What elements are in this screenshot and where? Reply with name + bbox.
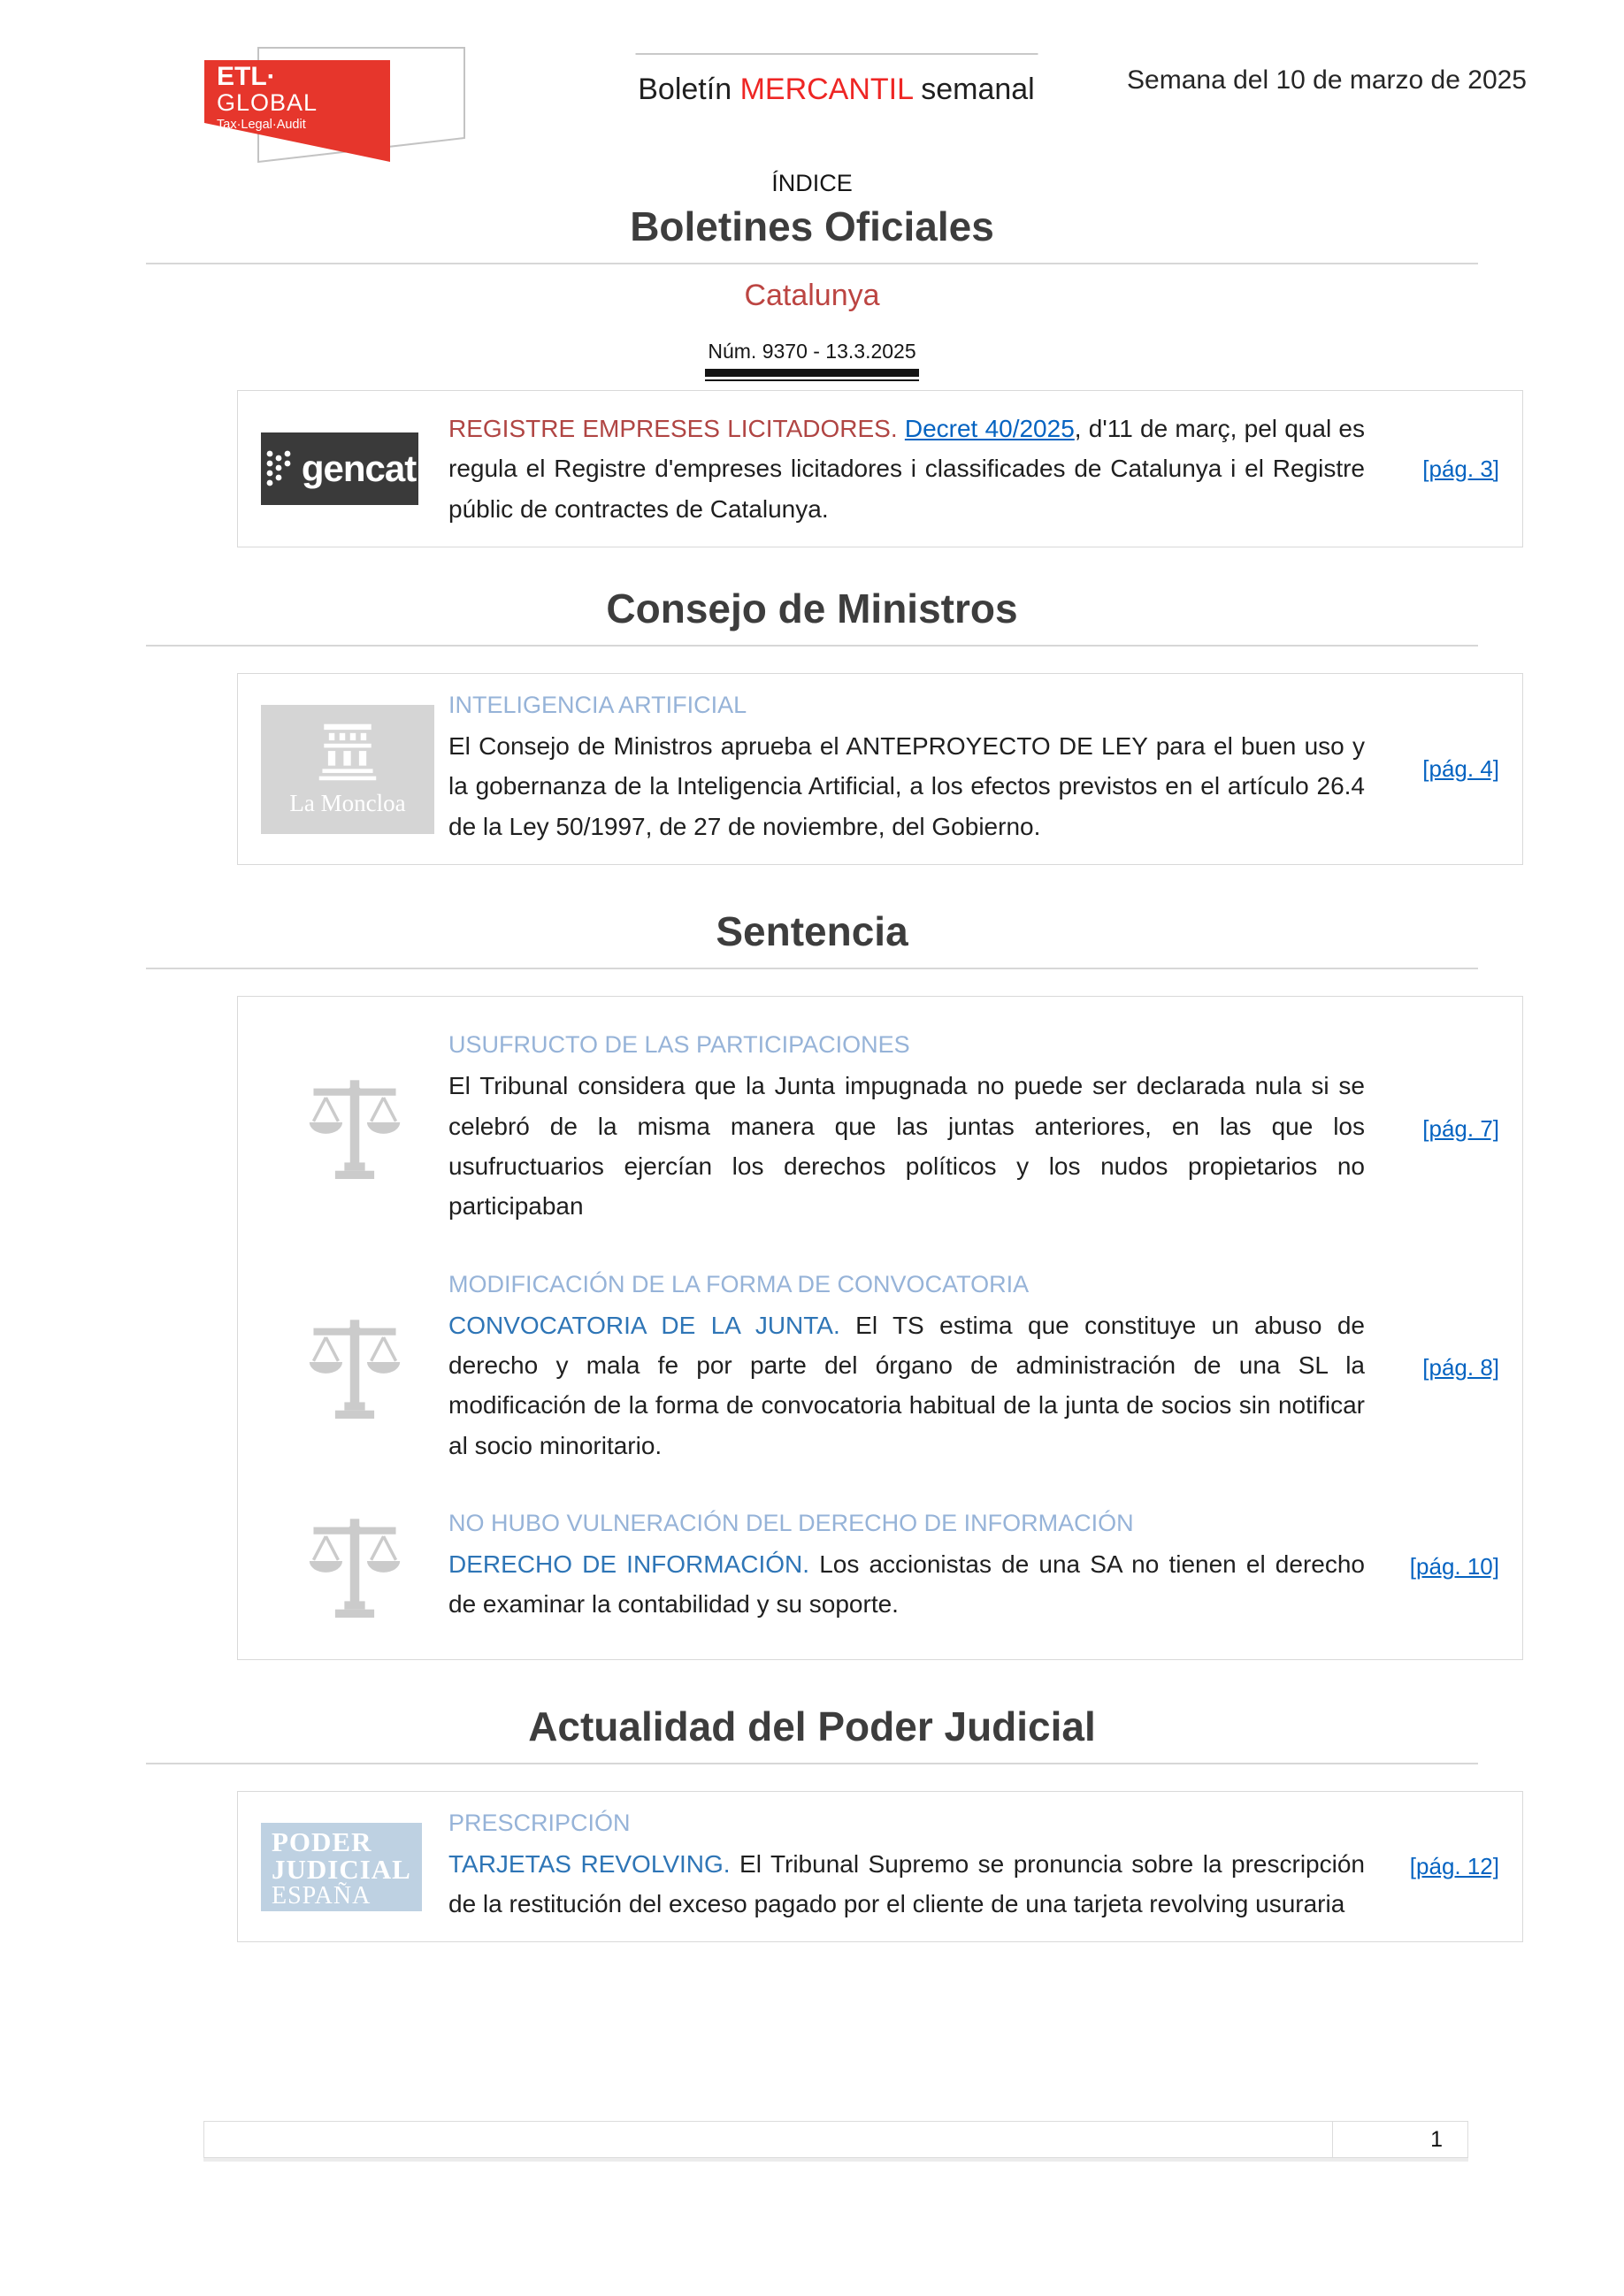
section-title-boletines: Boletines Oficiales xyxy=(630,203,994,249)
page-link-8[interactable]: [pág. 8] xyxy=(1422,1354,1499,1381)
poder-item-lead: TARJETAS REVOLVING. xyxy=(448,1849,731,1878)
region-label: Catalunya xyxy=(744,279,880,312)
page-link-12[interactable]: [pág. 12] xyxy=(1409,1853,1499,1880)
poder-item-kicker: PRESCRIPCIÓN xyxy=(448,1809,631,1836)
sentencia-item-3-body: Los accionistas de una SA no tienen el derecho de examinar la contabilidad y su soporte. xyxy=(448,1550,1365,1619)
poder-item-text xyxy=(448,1810,1365,1925)
sentencia-item-1-body: El Tribunal considera que la Junta impugnada no puede ser declarada nula si se celebró de la misma manera que las juntas anteriores, en las que los usufructuarios ejercían los derechos políticos y los nudos propietarios no participaban xyxy=(448,1072,1365,1221)
etl-logo-line2: GLOBAL xyxy=(217,89,318,116)
consejo-card xyxy=(237,673,1523,865)
poder-judicial-logo-line3: ESPAÑA xyxy=(272,1881,372,1910)
boletines-item-heading: REGISTRE EMPRESES LICITADORES. xyxy=(448,415,905,442)
page-number: 1 xyxy=(1332,2122,1467,2157)
poder-judicial-logo-column xyxy=(261,1823,448,1911)
sentencia-item-2 xyxy=(261,1249,1499,1488)
sentencia-item-3-kicker: NO HUBO VULNERACIÓN DEL DERECHO DE INFORMACIÓN xyxy=(448,1510,1134,1537)
sentencia-item-3 xyxy=(261,1488,1499,1647)
issue-number: Núm. 9370 - 13.3.2025 xyxy=(708,340,916,363)
index-content xyxy=(146,170,1499,1942)
page-link-4[interactable]: [pág. 4] xyxy=(1422,755,1499,783)
gencat-dots-icon xyxy=(264,443,295,494)
poder-item-body: El Tribunal Supremo se pronuncia sobre la prescripción de la restitución del exceso pagado por el cliente de una tarjeta revolving usuraria xyxy=(448,1849,1365,1918)
page-footer xyxy=(203,2121,1468,2158)
scales-of-justice-icon xyxy=(302,1072,408,1185)
consejo-item-kicker: INTELIGENCIA ARTIFICIAL xyxy=(448,692,747,719)
section-divider xyxy=(146,1763,1478,1764)
sentencia-item-2-kicker: MODIFICACIÓN DE LA FORMA DE CONVOCATORIA xyxy=(448,1270,1030,1297)
etl-logo-line3: Tax·Legal·Audit xyxy=(217,118,306,132)
bulletin-title xyxy=(635,53,1038,107)
section-title-consejo: Consejo de Ministros xyxy=(606,585,1018,632)
gencat-logo-label: gencat xyxy=(301,448,417,490)
section-divider xyxy=(146,263,1478,264)
poder-judicial-card xyxy=(237,1791,1523,1943)
sentencia-item-1-kicker: USUFRUCTO DE LAS PARTICIPACIONES xyxy=(448,1031,910,1059)
sentencia-item-1-text xyxy=(448,1031,1365,1226)
section-divider xyxy=(146,968,1478,969)
sentencia-item-3-lead: DERECHO DE INFORMACIÓN. xyxy=(448,1550,810,1579)
consejo-item-text xyxy=(448,692,1365,846)
bulletin-title-pre: Boletín xyxy=(638,73,740,106)
week-date: Semana del 10 de marzo de 2025 xyxy=(1127,65,1527,95)
sentencia-item-2-lead: CONVOCATORIA DE LA JUNTA. xyxy=(448,1311,840,1339)
page-link-7[interactable]: [pág. 7] xyxy=(1422,1114,1499,1142)
gencat-logo-column xyxy=(261,432,448,505)
bulletin-title-accent: MERCANTIL xyxy=(739,73,913,106)
gencat-logo xyxy=(261,432,418,505)
poder-judicial-logo-line1: PODER xyxy=(272,1825,372,1857)
page-link-10[interactable]: [pág. 10] xyxy=(1409,1553,1499,1580)
section-title-poder-judicial: Actualidad del Poder Judicial xyxy=(528,1703,1096,1749)
scales-of-justice-icon xyxy=(302,1312,408,1425)
boletines-item-body: , d'11 de març, pel qual es regula el Registre d'empreses licitadores i classificades de Catalunya i el Registre públic de contractes de Catalunya. xyxy=(448,415,1365,523)
sentencia-card xyxy=(237,996,1523,1660)
la-moncloa-logo xyxy=(261,705,434,834)
poder-judicial-logo xyxy=(261,1823,422,1911)
moncloa-logo-column xyxy=(261,705,448,834)
poder-judicial-logo-line2: JUDICIAL xyxy=(272,1854,411,1886)
boletines-item-text xyxy=(448,409,1365,529)
etl-logo-line1: ETL· xyxy=(217,62,276,91)
section-title-sentencia: Sentencia xyxy=(716,908,908,955)
section-divider xyxy=(146,645,1478,647)
moncloa-building-icon xyxy=(310,721,385,783)
sentencia-item-2-body: El TS estima que constituye un abuso de derecho y mala fe por parte del órgano de administración de una SL la modificación de la forma de convocatoria habitual de la junta de socios sin notificar al socio minoritario. xyxy=(448,1311,1365,1459)
sentencia-item-2-text xyxy=(448,1271,1365,1466)
footer-spacer xyxy=(204,2122,1332,2157)
bulletin-title-post: semanal xyxy=(912,73,1035,106)
page-header xyxy=(146,21,1527,180)
issue-underline-bar xyxy=(705,369,919,377)
page-link-3[interactable]: [pág. 3] xyxy=(1422,455,1499,482)
sentencia-item-1 xyxy=(261,1009,1499,1248)
issue-underline-thin xyxy=(705,379,919,381)
etl-global-logo-icon xyxy=(146,21,500,180)
decret-link[interactable]: Decret 40/2025 xyxy=(904,415,1075,442)
consejo-item-body: El Consejo de Ministros aprueba el ANTEPROYECTO DE LEY para el buen uso y la gobernanza de la Inteligencia Artificial, a los efectos previstos en el artículo 26.4 de la Ley 50/1997, de 27 de noviembre, del Gobierno. xyxy=(448,732,1365,840)
sentencia-item-3-text xyxy=(448,1510,1365,1625)
moncloa-logo-label: La Moncloa xyxy=(289,790,406,817)
index-label: ÍNDICE xyxy=(771,170,853,196)
scales-of-justice-icon xyxy=(302,1511,408,1624)
boletines-card xyxy=(237,390,1523,547)
